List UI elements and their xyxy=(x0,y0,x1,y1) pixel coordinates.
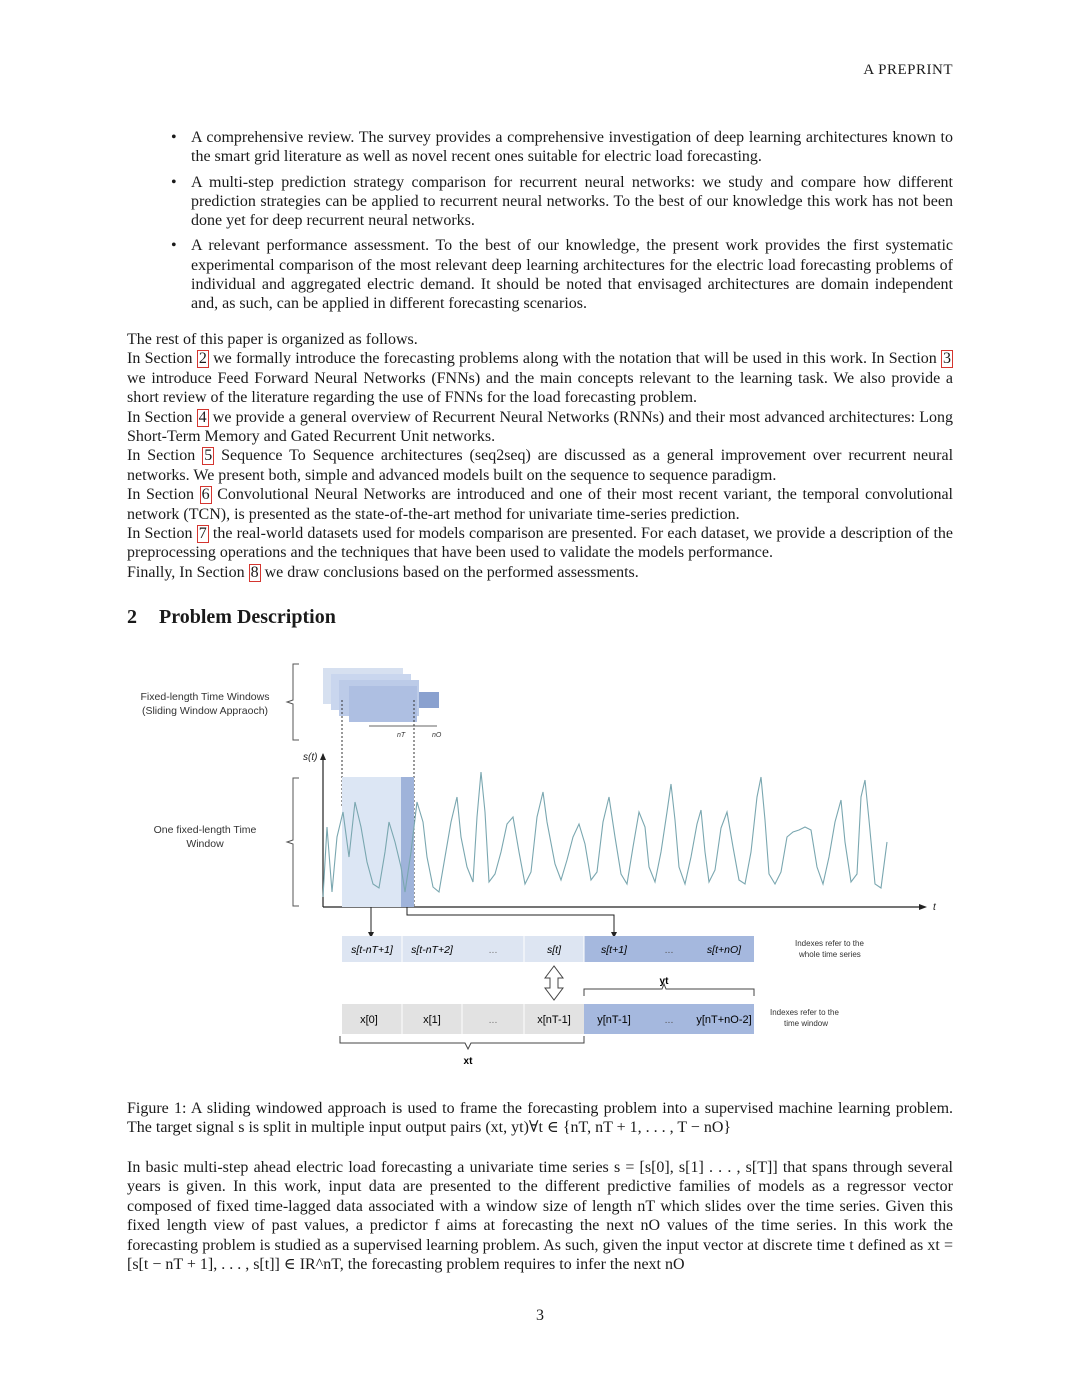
series-cell-label: s[t-nT+2] xyxy=(411,944,453,956)
series-cell-label: s[t-nT+1] xyxy=(351,944,393,956)
running-head-rest: PREPRINT xyxy=(878,62,953,78)
brace-one-window xyxy=(287,778,299,906)
list-item xyxy=(127,128,953,167)
overview-section-7 xyxy=(127,524,953,563)
text: In Section xyxy=(127,525,193,543)
window-cell-label: y[nT-1] xyxy=(597,1014,631,1026)
bullet-icon: • xyxy=(171,173,177,191)
note-bottom: Indexes refer to the xyxy=(770,1008,839,1017)
label-nt-top: nT xyxy=(397,732,406,739)
bullet-icon: • xyxy=(171,129,177,146)
label-one-window-2: Window xyxy=(186,838,224,850)
brace-windows xyxy=(287,664,299,740)
paper-overview xyxy=(127,330,953,582)
window-stack xyxy=(349,686,417,722)
sliding-window-diagram xyxy=(127,652,953,1072)
section-link-2[interactable]: 2 xyxy=(198,350,207,368)
series-cell-label: s[t+nO] xyxy=(706,944,742,956)
caption-text: A sliding windowed approach is used to frame the forecasting problem into a supervised machine learning problem. The target signal s is split in multiple input output pairs (xt, yt)∀t ∈ {nT, nT + 1, . . . , T − nO} xyxy=(127,1100,954,1137)
overview-section-6 xyxy=(127,485,953,524)
time-series-index-row xyxy=(342,936,754,962)
section-title: Problem Description xyxy=(159,606,336,628)
text: Convolutional Neural Networks are introduced and one of their most recent variant, the temporal convolutional network (TCN), is presented as the state-of-the-art method for univariate time-series prediction. xyxy=(127,486,954,523)
overview-section-8 xyxy=(127,563,953,582)
window-cell-label: ... xyxy=(488,1014,498,1026)
note-top-2: whole time series xyxy=(799,950,861,959)
series-cell-label: s[t+1] xyxy=(601,944,627,956)
window-stack xyxy=(419,692,439,708)
figure-caption xyxy=(127,1099,953,1138)
label-windows: Fixed-length Time Windows xyxy=(140,691,270,703)
window-cell-label: ... xyxy=(664,1014,674,1026)
series-cell-label: s[t] xyxy=(546,944,562,956)
label-one-window: One fixed-length Time xyxy=(153,824,257,836)
text: In Section xyxy=(127,486,194,504)
note-bottom-2: time window xyxy=(784,1019,829,1028)
bullet-text: A multi-step prediction strategy comparison for recurrent neural networks: we study and compare how different prediction strategies can be applied to recurrent neural networks. To the best of our knowledge this work has not been done yet for deep recurrent neural networks. xyxy=(191,173,953,230)
series-cell-label: ... xyxy=(488,944,498,956)
window-index-row xyxy=(342,1004,754,1034)
x-axis-arrow-icon xyxy=(919,904,927,910)
section-link-5[interactable]: 5 xyxy=(204,447,213,465)
section-number: 2 xyxy=(127,606,137,628)
section-heading xyxy=(127,606,336,629)
connector xyxy=(407,907,614,935)
overview-section-2 xyxy=(127,349,953,407)
bullet-icon: • xyxy=(171,237,177,255)
list-item xyxy=(127,236,953,313)
overview-section-4 xyxy=(127,408,953,447)
text: the real-world datasets used for models comparison are presented. For each dataset, we provide a description of the preprocessing operations and the techniques that have been used to validate the models performance. xyxy=(127,525,953,562)
figure-sliding-window xyxy=(127,652,953,1072)
label-no-top: nO xyxy=(432,732,442,739)
section-link-4[interactable]: 4 xyxy=(198,408,207,426)
contribution-list xyxy=(127,128,953,320)
running-head xyxy=(863,62,953,79)
text: we provide a general overview of Recurrent Neural Networks (RNNs) and their most advanced architectures: Long Short-Term Memory and Gated Recurrent Unit networks. xyxy=(127,408,954,446)
section-link-3[interactable]: 3 xyxy=(943,350,952,368)
text: we draw conclusions based on the performed assessments. xyxy=(264,563,639,581)
y-axis-label: s(t) xyxy=(303,752,318,763)
text: Finally, In Section xyxy=(127,563,245,581)
text: Sequence To Sequence architectures (seq2seq) are discussed as a general improvement over recurrent neural networks. We present both, simple and advanced models built on the sequence to sequence paradigm. xyxy=(127,447,954,484)
window-cell-label: x[nT-1] xyxy=(537,1014,571,1026)
bullet-text: A relevant performance assessment. To the best of our knowledge, the present work provides the first systematic experimental comparison of the most relevant deep learning architectures for the electric load forecasting problems of individual and aggregated electric demand. It should be noted that envisaged architectures are domain independent and, as such, can be applied in different forecasting scenarios. xyxy=(191,237,953,313)
caption-label: Figure 1: xyxy=(127,1100,187,1117)
overview-intro: The rest of this paper is organized as follows. xyxy=(127,331,418,348)
brace-yt xyxy=(584,984,754,996)
text: In Section xyxy=(127,447,196,465)
brace-xt xyxy=(340,1036,584,1049)
text: we formally introduce the forecasting problems along with the notation that will be used in this work. In Section xyxy=(213,350,937,368)
section-link-8[interactable]: 8 xyxy=(250,563,259,581)
label-yt: yt xyxy=(659,976,669,987)
x-axis-label: t xyxy=(933,902,936,913)
bullet-text: A comprehensive review. The survey provides a comprehensive investigation of deep learning architectures known to the smart grid literature as well as novel recent ones suitable for electric load forecasting. xyxy=(191,129,953,166)
label-xt: xt xyxy=(463,1056,473,1067)
y-axis-arrow-icon xyxy=(320,753,326,760)
section-link-7[interactable]: 7 xyxy=(198,525,207,543)
window-cell-label: x[1] xyxy=(423,1014,441,1026)
page-number: 3 xyxy=(536,1307,544,1324)
overview-section-5 xyxy=(127,446,953,485)
text: In Section xyxy=(127,408,193,426)
swap-arrow-icon xyxy=(545,966,563,1000)
running-head-prefix: A xyxy=(863,62,874,78)
section-link-6[interactable]: 6 xyxy=(201,486,210,504)
note-top: Indexes refer to the xyxy=(795,939,864,948)
window-cell-label: x[0] xyxy=(360,1014,378,1026)
window-cell-label: y[nT+nO-2] xyxy=(696,1014,752,1026)
text: In Section xyxy=(127,350,193,368)
label-windows-2: (Sliding Window Appraoch) xyxy=(141,705,269,717)
body-paragraph: In basic multi-step ahead electric load forecasting a univariate time series s = [s[0], s[1] . . . , s[T]] that spans through several years is given. In this work, input data are presented to the different predictive families of models as a regressor vector composed of fixed time-lagged data associated with a window size of length nT which slides over the time series. Given this fixed length view of past values, a predictor f aims at forecasting the next nO values of the time series. In this work the forecasting problem is studied as a supervised learning problem. As such, given the input vector at discrete time t defined as xt = [s[t − nT + 1], . . . , s[t]] ∈ IR^nT, the forecasting problem requires to infer the next nO xyxy=(127,1159,953,1274)
list-item xyxy=(127,173,953,231)
series-cell-label: ... xyxy=(664,944,674,956)
text: we introduce Feed Forward Neural Networks (FNNs) and the main concepts relevant to the learning task. We also provide a short review of the literature regarding the use of FNNs for the load forecasting problem. xyxy=(127,369,953,407)
